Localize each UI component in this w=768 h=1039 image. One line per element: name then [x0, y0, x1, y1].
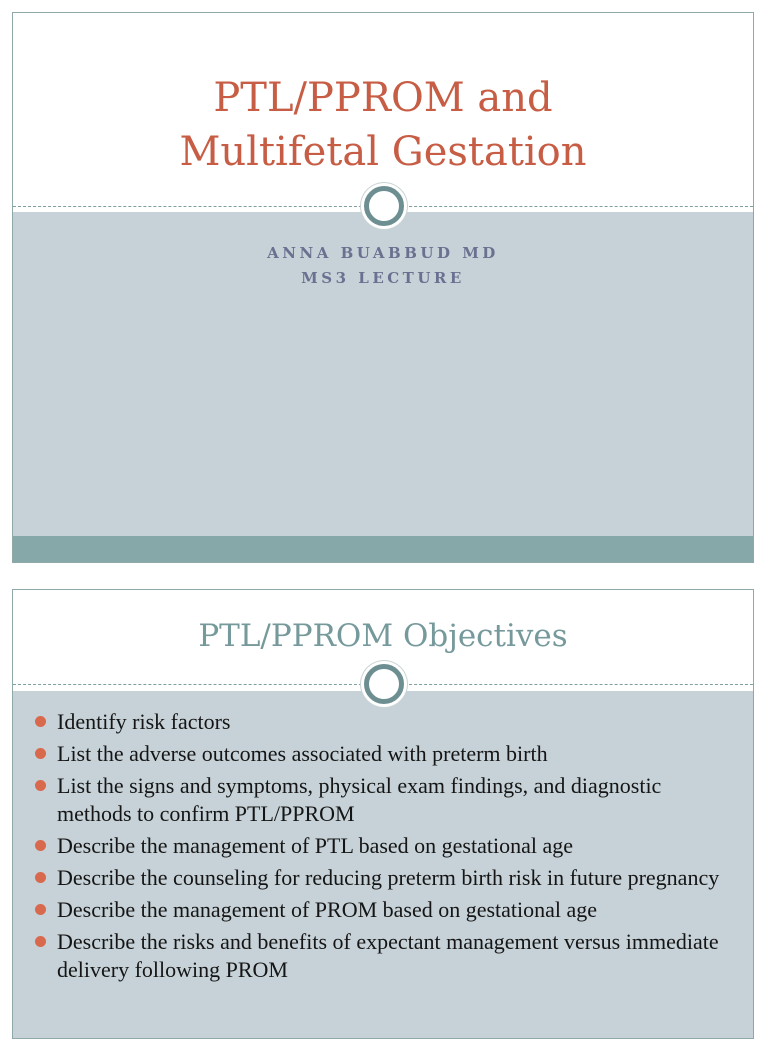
title-slide	[12, 12, 754, 563]
list-item	[35, 708, 733, 736]
bullet-dot-icon	[35, 748, 46, 759]
bullet-dot-icon	[35, 780, 46, 791]
author-line: ANNA BUABBUD MD	[267, 244, 499, 262]
slide-title: PTL/PPROM Objectives	[198, 618, 568, 654]
title-area	[13, 13, 753, 206]
bottom-band	[13, 536, 753, 562]
list-item-text: Identify risk factors	[57, 709, 231, 734]
slide-subtitle	[13, 241, 753, 291]
bullet-dot-icon	[35, 840, 46, 851]
list-item-text: Describe the management of PTL based on gestational age	[57, 833, 574, 858]
slide-title-line2: Multifetal Gestation	[179, 129, 587, 175]
bullet-dot-icon	[35, 904, 46, 915]
list-item-text: Describe the risks and benefits of expectant management versus immediate delivery following PROM	[57, 929, 719, 982]
objectives-list	[35, 708, 733, 988]
list-item-text: Describe the management of PROM based on gestational age	[57, 897, 598, 922]
list-item	[35, 772, 733, 828]
list-item	[35, 832, 733, 860]
list-item	[35, 740, 733, 768]
list-item	[35, 928, 733, 984]
objectives-slide	[12, 589, 754, 1039]
slide-title	[13, 71, 753, 179]
list-item-text: List the adverse outcomes associated with preterm birth	[57, 741, 548, 766]
list-item-text: Describe the counseling for reducing preterm birth risk in future pregnancy	[57, 865, 720, 890]
ring-icon	[364, 186, 404, 226]
list-item	[35, 864, 733, 892]
bullet-dot-icon	[35, 936, 46, 947]
list-item	[35, 896, 733, 924]
bullet-dot-icon	[35, 872, 46, 883]
lecture-line: MS3 LECTURE	[301, 269, 465, 287]
list-item-text: List the signs and symptoms, physical exam findings, and diagnostic methods to confirm PTL/PPROM	[57, 773, 662, 826]
ring-icon	[364, 664, 404, 704]
bullet-dot-icon	[35, 716, 46, 727]
slide-title-line1: PTL/PPROM and	[213, 75, 553, 121]
